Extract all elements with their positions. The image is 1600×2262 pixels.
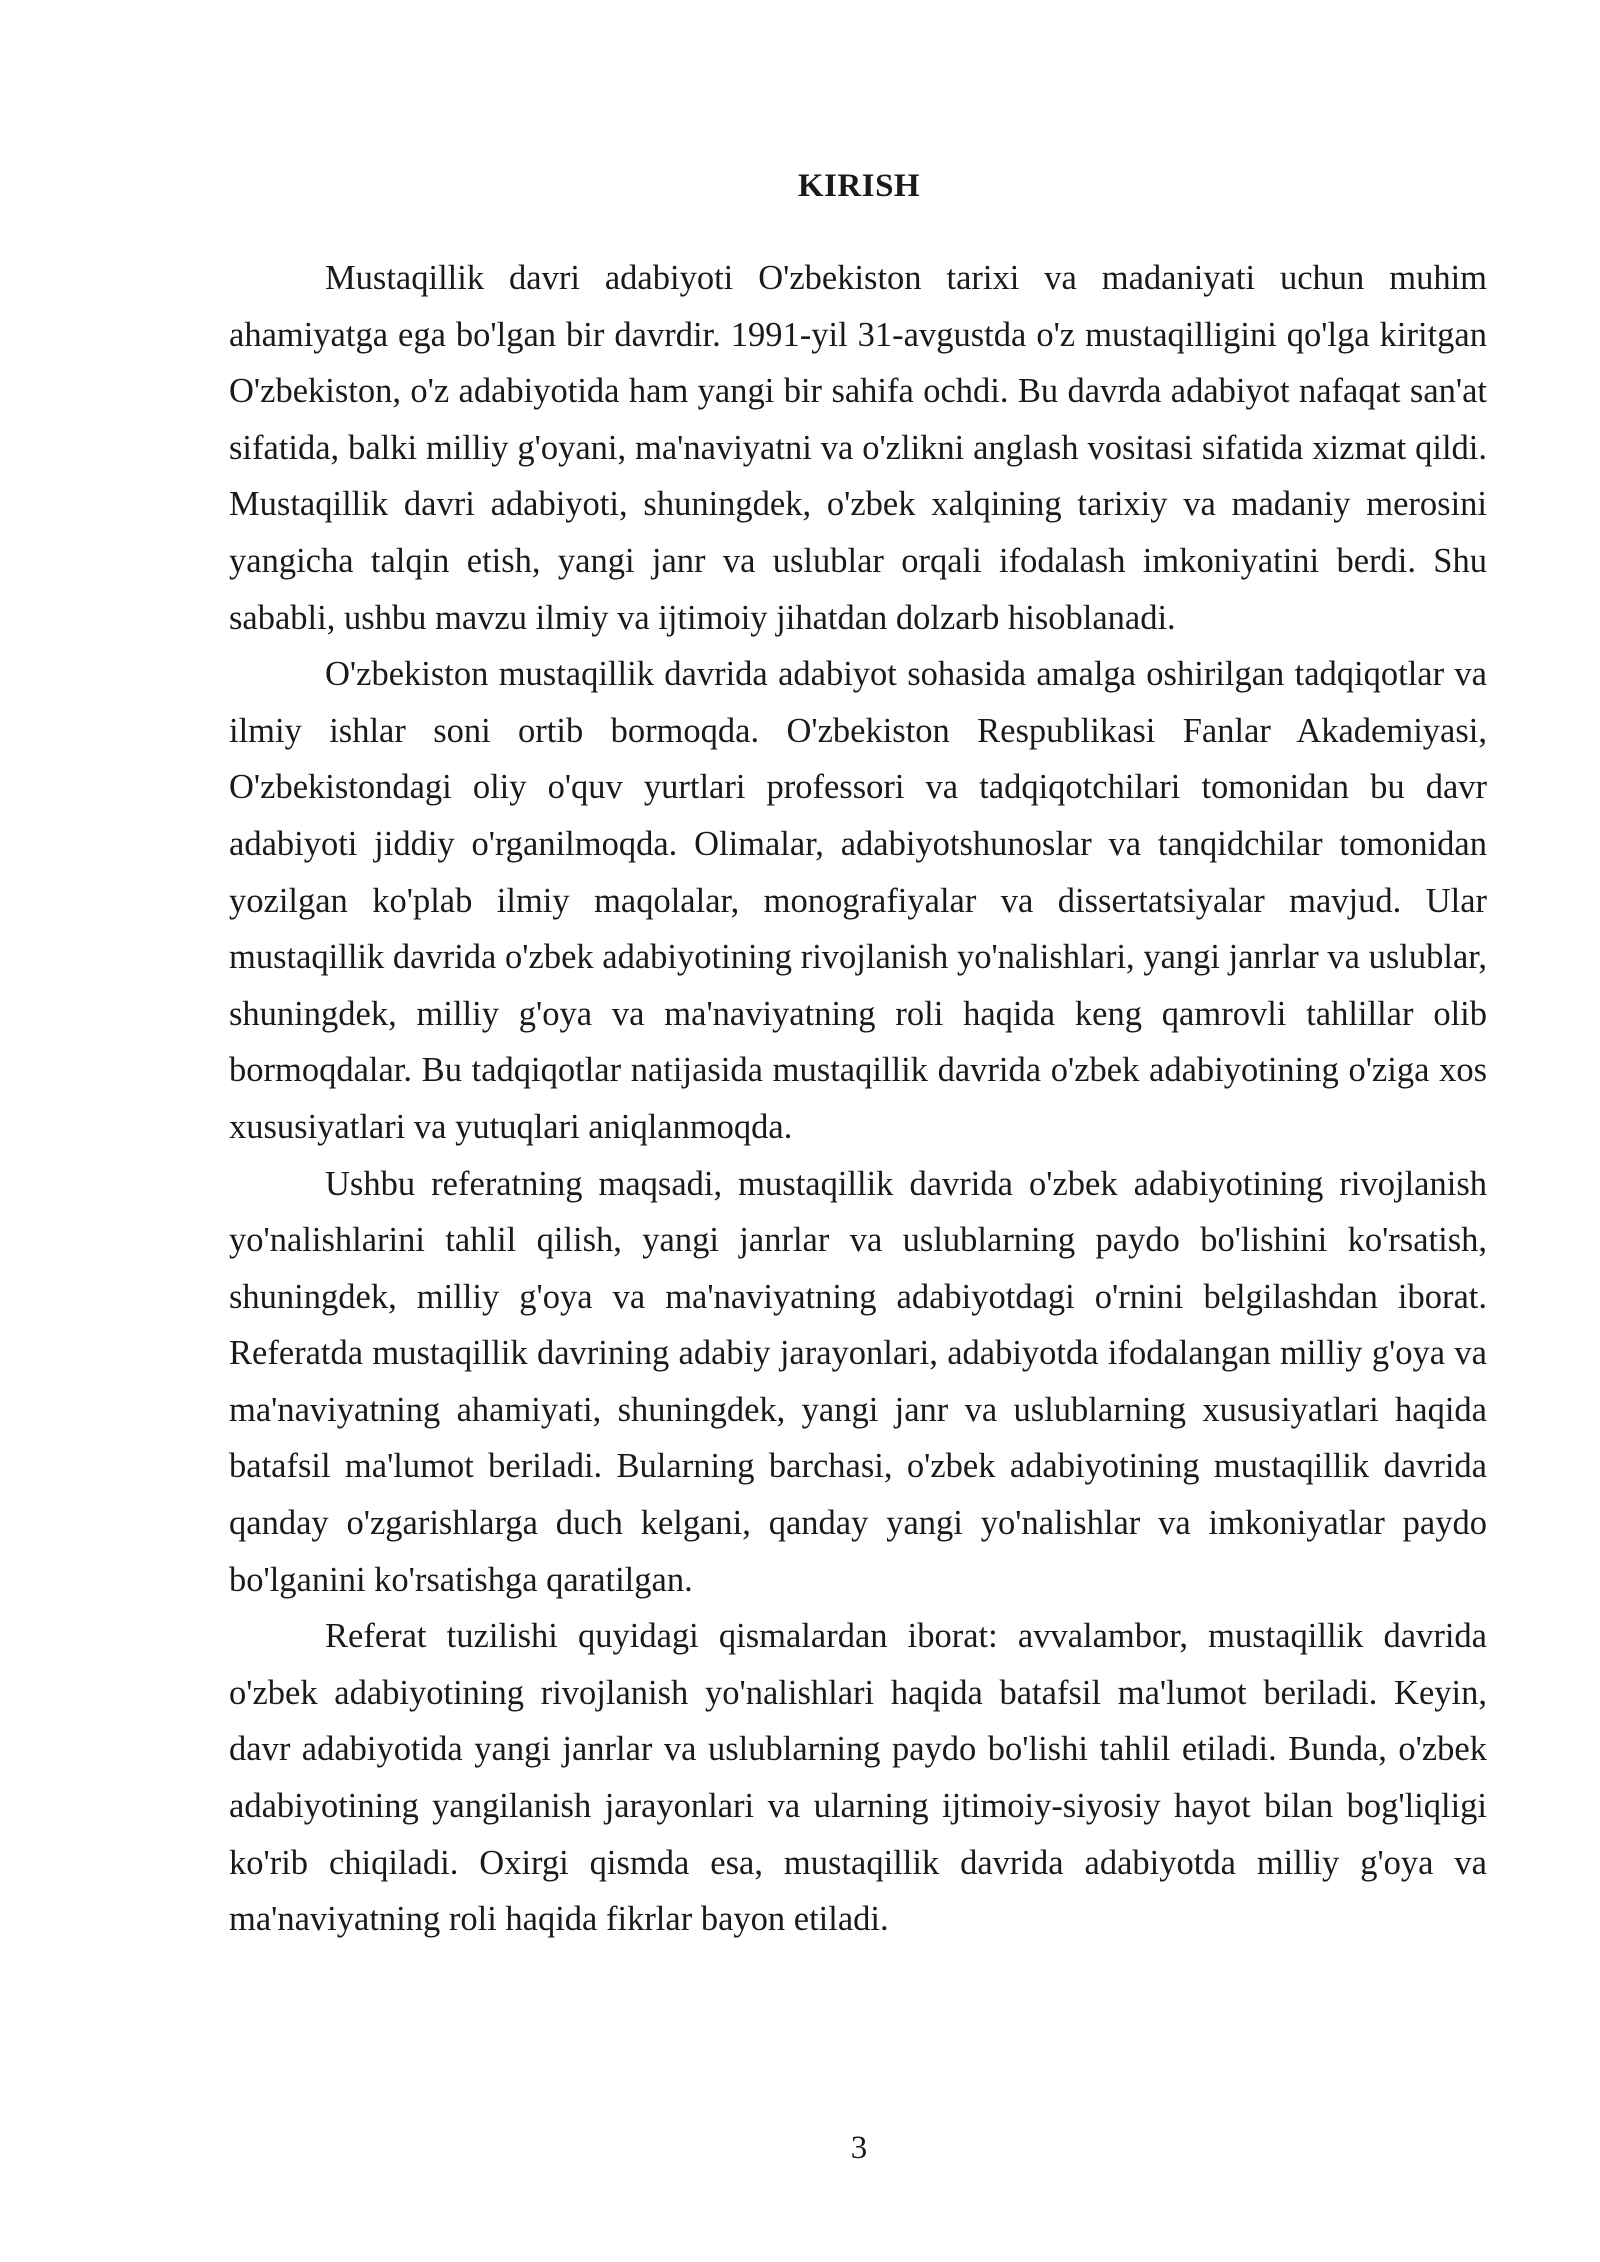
page-heading: KIRISH <box>797 168 921 204</box>
body-text <box>229 250 1487 1948</box>
paragraph-structure: Referat tuzilishi quyidagi qismalardan iborat: avvalambor, mustaqillik davrida o'zbek adabiyotining rivojlanish yo'nalishlari haqida batafsil ma'lumot beriladi. Keyin, davr adabiyotida yangi janrlar va uslublarning paydo bo'lishi tahlil etiladi. Bunda, o'zbek adabiyotining yangilanish jarayonlari va ularning ijtimoiy-siyosiy hayot bilan bog'liqligi ko'rib chiqiladi. Oxirgi qismda esa, mustaqillik davrida adabiyotda milliy g'oya va ma'naviyatning roli haqida fikrlar bayon etiladi. <box>229 1617 1487 1939</box>
paragraph-intro: Mustaqillik davri adabiyoti O'zbekiston tarixi va madaniyati uchun muhim ahamiyatga ega bo'lgan bir davrdir. 1991-yil 31-avgustda o'z mustaqilligini qo'lga kiritgan O'zbekiston, o'z adabiyotida ham yangi bir sahifa ochdi. Bu davrda adabiyot nafaqat san'at sifatida, balki milliy g'oyani, ma'naviyatni va o'zlikni anglash vositasi sifatida xizmat qildi. Mustaqillik davri adabiyoti, shuningdek, o'zbek xalqining tarixiy va madaniy merosini yangicha talqin etish, yangi janr va uslublar orqali ifodalash imkoniyatini berdi. Shu sababli, ushbu mavzu ilmiy va ijtimoiy jihatdan dolzarb hisoblanadi. <box>229 259 1487 637</box>
paragraph-goal: Ushbu referatning maqsadi, mustaqillik davrida o'zbek adabiyotining rivojlanish yo'nalishlarini tahlil qilish, yangi janrlar va uslublarning paydo bo'lishini ko'rsatish, shuningdek, milliy g'oya va ma'naviyatning adabiyotdagi o'rnini belgilashdan iborat. Referatda mustaqillik davrining adabiy jarayonlari, adabiyotda ifodalangan milliy g'oya va ma'naviyatning ahamiyati, shuningdek, yangi janr va uslublarning xususiyatlari haqida batafsil ma'lumot beriladi. Bularning barchasi, o'zbek adabiyotining mustaqillik davrida qanday o'zgarishlarga duch kelgani, qanday yangi yo'nalishlar va imkoniyatlar paydo bo'lganini ko'rsatishga qaratilgan. <box>229 1164 1487 1599</box>
paragraph-research: O'zbekiston mustaqillik davrida adabiyot sohasida amalga oshirilgan tadqiqotlar va ilmiy ishlar soni ortib bormoqda. O'zbekiston Respublikasi Fanlar Akademiyasi, O'zbekistondagi oliy o'quv yurtlari professori va tadqiqotchilari tomonidan bu davr adabiyoti jiddiy o'rganilmoqda. Olimalar, adabiyotshunoslar va tanqidchilar tomonidan yozilgan ko'plab ilmiy maqolalar, monografiyalar va dissertatsiyalar mavjud. Ular mustaqillik davrida o'zbek adabiyotining rivojlanish yo'nalishlari, yangi janrlar va uslublar, shuningdek, milliy g'oya va ma'naviyatning roli haqida keng qamrovli tahlillar olib bormoqdalar. Bu tadqiqotlar natijasida mustaqillik davrida o'zbek adabiyotining o'ziga xos xususiyatlari va yutuqlari aniqlanmoqda. <box>229 655 1487 1146</box>
page-number: 3 <box>850 2130 868 2166</box>
